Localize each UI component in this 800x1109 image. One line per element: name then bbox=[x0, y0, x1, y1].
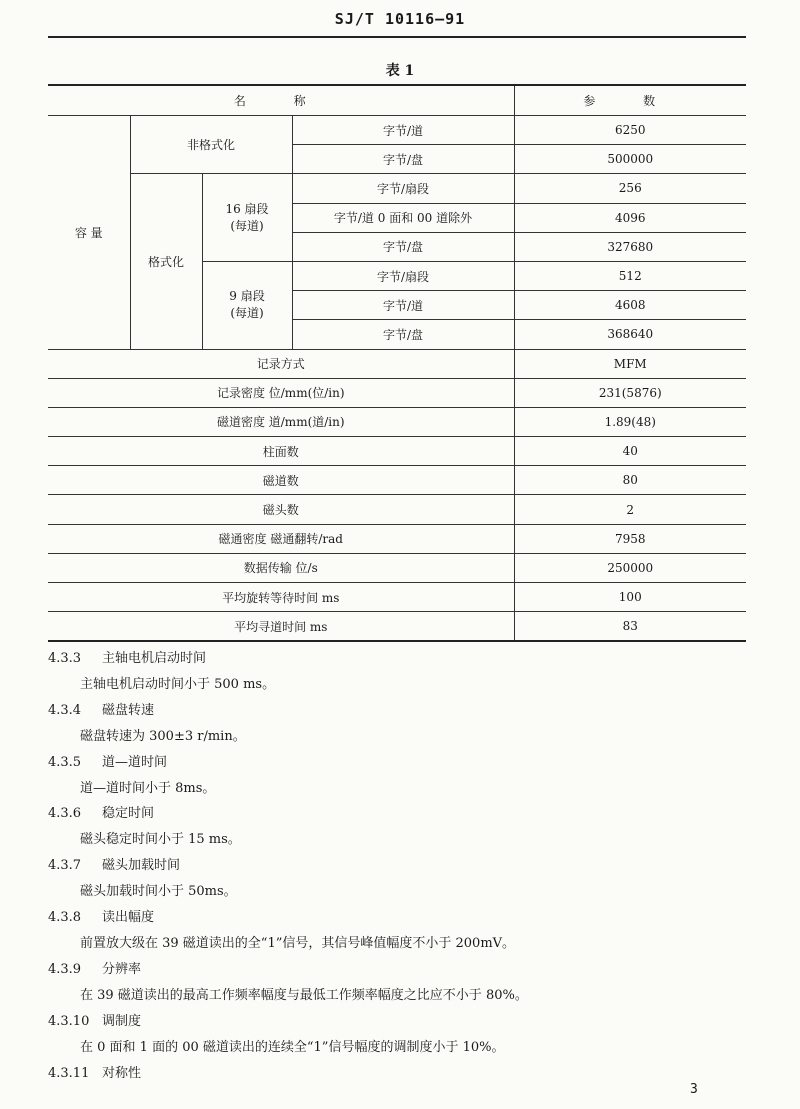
section-title: 主轴电机启动时间 bbox=[102, 651, 207, 666]
table-row bbox=[48, 495, 746, 524]
sixteen-sector-label bbox=[202, 174, 292, 262]
row-value: 231(5876) bbox=[514, 378, 746, 407]
document-header: SJ/T 10116—91 bbox=[334, 10, 466, 28]
section-text: 在 0 面和 1 面的 00 磁道读出的连续全“1”信号幅度的调制度小于 10%。 bbox=[80, 1039, 505, 1055]
row-name: 记录方式 bbox=[48, 349, 514, 378]
table-row bbox=[48, 583, 746, 612]
row-value: 1.89(48) bbox=[514, 407, 746, 436]
table-title: 表 1 bbox=[385, 63, 415, 79]
section-heading bbox=[48, 801, 748, 827]
row-name: 字节/道 bbox=[292, 291, 514, 320]
section-title: 稳定时间 bbox=[102, 806, 155, 822]
section-title: 对称性 bbox=[102, 1065, 142, 1081]
section-title: 磁头加载时间 bbox=[102, 858, 181, 874]
section-text: 主轴电机启动时间小于 500 ms。 bbox=[80, 676, 276, 692]
section-text: 道—道时间小于 8ms。 bbox=[80, 780, 216, 796]
nine-sector-label-line2: (每道) bbox=[230, 306, 264, 321]
page-number: 3 bbox=[690, 1082, 698, 1097]
row-name: 字节/盘 bbox=[292, 232, 514, 261]
row-value: 2 bbox=[514, 495, 746, 524]
row-name: 字节/道 0 面和 00 道除外 bbox=[292, 203, 514, 232]
row-value: MFM bbox=[514, 349, 746, 378]
table-row bbox=[48, 524, 746, 553]
row-value: 4608 bbox=[514, 291, 746, 320]
section-text: 磁头加载时间小于 50ms。 bbox=[80, 884, 237, 900]
section-title: 分辨率 bbox=[102, 961, 142, 977]
nine-sector-label bbox=[202, 261, 292, 349]
section-title: 调制度 bbox=[102, 1013, 142, 1029]
sixteen-sector-label-line2: (每道) bbox=[230, 218, 264, 233]
row-name: 磁道数 bbox=[48, 466, 514, 495]
section-number: 4.3.4 bbox=[48, 702, 82, 718]
row-value: 256 bbox=[514, 174, 746, 203]
section-heading bbox=[48, 905, 748, 931]
table-row bbox=[48, 349, 746, 378]
row-value: 40 bbox=[514, 437, 746, 466]
table-row bbox=[48, 612, 746, 642]
spec-table bbox=[48, 84, 746, 642]
table-row bbox=[48, 466, 746, 495]
row-value: 368640 bbox=[514, 320, 746, 349]
row-name: 磁头数 bbox=[48, 495, 514, 524]
table-row bbox=[48, 174, 746, 203]
section-title: 道—道时间 bbox=[102, 754, 168, 770]
body-text bbox=[48, 646, 748, 1086]
section-number: 4.3.10 bbox=[48, 1013, 90, 1029]
section-number: 4.3.9 bbox=[48, 961, 82, 977]
row-name: 数据传输 位/s bbox=[48, 553, 514, 582]
table-row bbox=[48, 378, 746, 407]
row-name: 字节/盘 bbox=[292, 320, 514, 349]
column-header-value: 参 数 bbox=[514, 85, 746, 116]
section-heading bbox=[48, 1061, 748, 1087]
sixteen-sector-label-line1: 16 扇段 bbox=[225, 201, 269, 216]
section-number: 4.3.3 bbox=[48, 651, 82, 666]
section-text: 前置放大级在 39 磁道读出的全“1”信号，其信号峰值幅度不小于 200mV。 bbox=[80, 935, 516, 951]
section-heading bbox=[48, 646, 748, 672]
row-name: 字节/道 bbox=[292, 116, 514, 145]
section-number: 4.3.7 bbox=[48, 858, 82, 874]
table-row bbox=[48, 116, 746, 145]
section-number: 4.3.5 bbox=[48, 754, 82, 770]
row-value: 83 bbox=[514, 612, 746, 642]
row-value: 7958 bbox=[514, 524, 746, 553]
row-value: 100 bbox=[514, 583, 746, 612]
row-name: 字节/盘 bbox=[292, 145, 514, 174]
row-value: 4096 bbox=[514, 203, 746, 232]
row-name: 平均寻道时间 ms bbox=[48, 612, 514, 642]
section-text: 在 39 磁道读出的最高工作频率幅度与最低工作频率幅度之比应不小于 80%。 bbox=[80, 987, 528, 1003]
section-number: 4.3.8 bbox=[48, 910, 82, 926]
capacity-label: 容 量 bbox=[48, 116, 130, 350]
row-name: 字节/扇段 bbox=[292, 174, 514, 203]
table-row bbox=[48, 437, 746, 466]
section-title: 磁盘转速 bbox=[102, 702, 155, 718]
row-value: 6250 bbox=[514, 116, 746, 145]
table-row bbox=[48, 553, 746, 582]
row-value: 327680 bbox=[514, 232, 746, 261]
section-heading bbox=[48, 853, 748, 879]
row-name: 平均旋转等待时间 ms bbox=[48, 583, 514, 612]
section-title: 读出幅度 bbox=[102, 910, 155, 926]
nine-sector-label-line1: 9 扇段 bbox=[229, 289, 265, 304]
row-name: 记录密度 位/mm(位/in) bbox=[48, 378, 514, 407]
section-text: 磁盘转速为 300±3 r/min。 bbox=[80, 728, 246, 744]
row-value: 250000 bbox=[514, 553, 746, 582]
row-value: 80 bbox=[514, 466, 746, 495]
section-heading bbox=[48, 750, 748, 776]
section-number: 4.3.11 bbox=[48, 1065, 90, 1081]
unformatted-label: 非格式化 bbox=[130, 116, 292, 174]
column-header-name: 名 称 bbox=[48, 85, 514, 116]
table-row bbox=[48, 407, 746, 436]
row-name: 柱面数 bbox=[48, 437, 514, 466]
section-heading bbox=[48, 1009, 748, 1035]
row-name: 字节/扇段 bbox=[292, 261, 514, 290]
row-name: 磁道密度 道/mm(道/in) bbox=[48, 407, 514, 436]
header-rule bbox=[48, 36, 746, 38]
row-value: 500000 bbox=[514, 145, 746, 174]
table-header-row bbox=[48, 85, 746, 116]
row-name: 磁通密度 磁通翻转/rad bbox=[48, 524, 514, 553]
section-heading bbox=[48, 698, 748, 724]
section-heading bbox=[48, 957, 748, 983]
section-number: 4.3.6 bbox=[48, 806, 82, 822]
formatted-label: 格式化 bbox=[130, 174, 202, 349]
section-text: 磁头稳定时间小于 15 ms。 bbox=[80, 832, 241, 848]
row-value: 512 bbox=[514, 261, 746, 290]
